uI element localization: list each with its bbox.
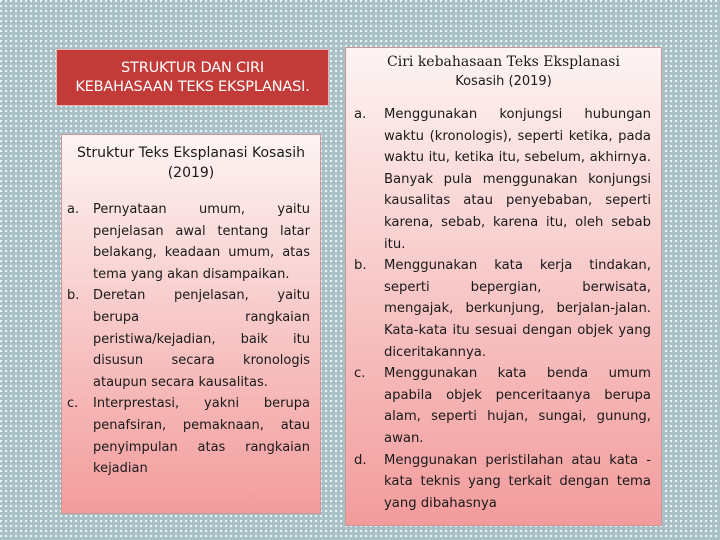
list-marker: d. — [354, 452, 367, 468]
features-panel — [345, 47, 662, 526]
list-marker: b. — [67, 288, 80, 304]
title-line-1: STRUKTUR DAN CIRI — [121, 59, 264, 76]
structure-list — [62, 199, 320, 480]
structure-heading-line-1: Struktur Teks Eksplanasi Kosasih — [77, 145, 305, 161]
features-heading-line-2: Kosasih (2019) — [455, 74, 552, 89]
list-item — [354, 255, 651, 363]
list-marker: a. — [67, 202, 80, 217]
features-list — [346, 104, 661, 514]
list-text: Interprestasi, yakni berupa penafsiran, pemaknaan, atau penyimpulan atas rangkaian kejadian — [93, 396, 310, 477]
list-marker: b. — [354, 258, 367, 274]
list-text: Menggunakan kata benda umum apabila objek penceritaanya berupa alam, seperti hujan, sungai, gunung, awan. — [384, 366, 651, 446]
list-item — [354, 363, 651, 449]
list-text: Deretan penjelasan, yaitu berupa rangkaian peristiwa/kejadian, baik itu disusun secara kronologis ataupun secara kausalitas. — [93, 288, 310, 390]
title-box — [56, 49, 329, 106]
list-item — [67, 285, 310, 393]
structure-panel — [61, 134, 321, 514]
list-marker: a. — [354, 107, 367, 122]
list-item — [354, 450, 651, 515]
list-item — [67, 393, 310, 479]
list-text: Menggunakan kata kerja tindakan, seperti bepergian, berwisata, mengajak, berkunjung, berjalan-jalan. Kata-kata itu sesuai dengan objek yang diceritakannya. — [384, 258, 651, 360]
list-text: Pernyataan umum, yaitu penjelasan awal tentang latar belakang, keadaan umum, atas tema yang akan disampaikan. — [93, 202, 310, 282]
list-text: Menggunakan konjungsi hubungan waktu (kronologis), seperti ketika, pada waktu itu, ketika itu, sebelum, akhirnya. Banyak pula menggunakan konjungsi kausalitas atau penyebaban, seperti karena, sebab, karena itu, oleh sebab itu. — [384, 107, 651, 252]
list-marker: c. — [354, 366, 366, 382]
structure-heading — [62, 135, 320, 183]
features-heading — [346, 48, 661, 92]
list-text: Menggunakan peristilahan atau kata -kata teknis yang terkait dengan tema yang dibahasnya — [384, 452, 651, 511]
list-item — [354, 104, 651, 255]
features-heading-line-1: Ciri kebahasaan Teks Eksplanasi — [387, 54, 620, 70]
structure-heading-line-2: (2019) — [167, 165, 215, 181]
title-line-2: KEBAHASAAN TEKS EKSPLANASI. — [75, 78, 310, 95]
list-marker: c. — [67, 396, 79, 412]
list-item — [67, 199, 310, 285]
